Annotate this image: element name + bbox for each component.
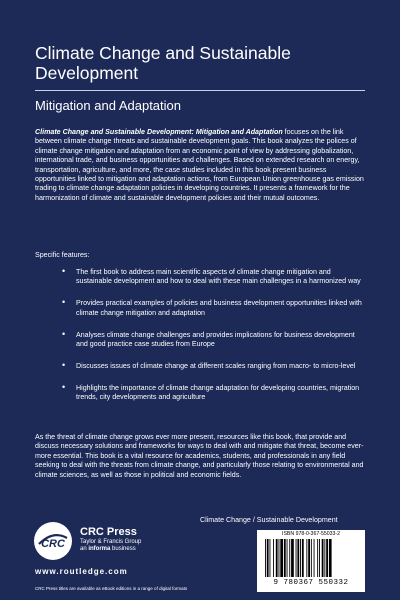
ebook-note: CRC Press titles are available as eBook editions in a range of digital formats	[35, 586, 188, 591]
bullet-icon: •	[62, 297, 66, 308]
title-divider	[35, 90, 365, 91]
bullet-icon: •	[62, 359, 66, 370]
feature-text: Highlights the importance of climate change adaptation for developing countries, migration trends, city developments and agriculture	[76, 383, 360, 402]
business-suffix: business	[110, 546, 136, 552]
feature-text: Discusses issues of climate change at different scales ranging from macro- to micro-level	[76, 361, 356, 370]
bullet-icon: •	[62, 381, 66, 392]
publisher-business-line	[80, 546, 141, 553]
feature-item	[62, 381, 362, 403]
subject-category: Climate Change / Sustainable Development	[200, 516, 338, 524]
publisher-name: CRC Press	[80, 526, 137, 538]
isbn-digits: 9 780367 550332	[273, 579, 349, 587]
features-heading: Specific features:	[35, 251, 90, 259]
crc-press-logo-icon	[33, 521, 73, 561]
description-paragraph	[35, 128, 368, 203]
feature-item	[62, 359, 362, 371]
book-title: Climate Change and Sustainable Development	[35, 43, 291, 83]
feature-item	[62, 268, 362, 287]
feature-item	[62, 299, 362, 318]
business-brand: informa	[88, 546, 111, 552]
bullet-icon: •	[62, 266, 66, 276]
publisher-group: Taylor & Francis Group	[80, 539, 142, 545]
business-prefix: an	[80, 546, 89, 552]
description-lead: Climate Change and Sustainable Development: Mitigation and Adaptation	[35, 128, 283, 136]
isbn-label: ISBN 978-0-367-55033-2	[282, 531, 340, 537]
feature-text: Analyses climate change challenges and provides implications for business development and good practice case studies from Europe	[76, 330, 355, 349]
bullet-icon: •	[62, 328, 66, 339]
description-body: focuses on the link between climate change threats and sustainable development goals. This book analyzes the polices of climate change mitigation and adaptation from an economic point of view by addressing globalization, international trade, and business opportunities and challenges. Based on extended research on energy, transportation, agriculture, and more, the case studies included in this book present business opportunities linked to mitigation and adaptation actions, from European Union greenhouse gas emission trading to climate change adaptation policies in developing countries. It presents a framework for the harmonization of climate and sustainable development policies and their mutual outcomes.	[35, 128, 364, 202]
feature-text: Provides practical examples of policies and business development opportunities linked with climate change mitigation and adaptation	[76, 299, 362, 317]
isbn-barcode	[257, 530, 365, 592]
book-subtitle: Mitigation and Adaptation	[35, 98, 181, 113]
publisher-block	[80, 526, 141, 553]
publisher-website: www.routledge.com	[35, 567, 128, 576]
closing-paragraph: As the threat of climate change grows ever more present, resources like this book, that provide and discuss necessary solutions and frameworks for ways to deal with and mitigate that threat, become ever-more essential. This book is a vital resource for academics, students, and professionals in any field seeking to deal with the threats from climate change, and particularly those relating to environmental and climate sciences, as well as those in political and economic fields.	[35, 433, 364, 479]
feature-text: The first book to address main scientific aspects of climate change mitigation and sustainable development and how to deal with these main challenges in a harmonized way	[76, 268, 361, 286]
feature-item	[62, 328, 362, 350]
features-list	[62, 268, 362, 415]
barcode-bars-icon	[265, 539, 357, 577]
logo-text: CRC	[41, 538, 65, 550]
